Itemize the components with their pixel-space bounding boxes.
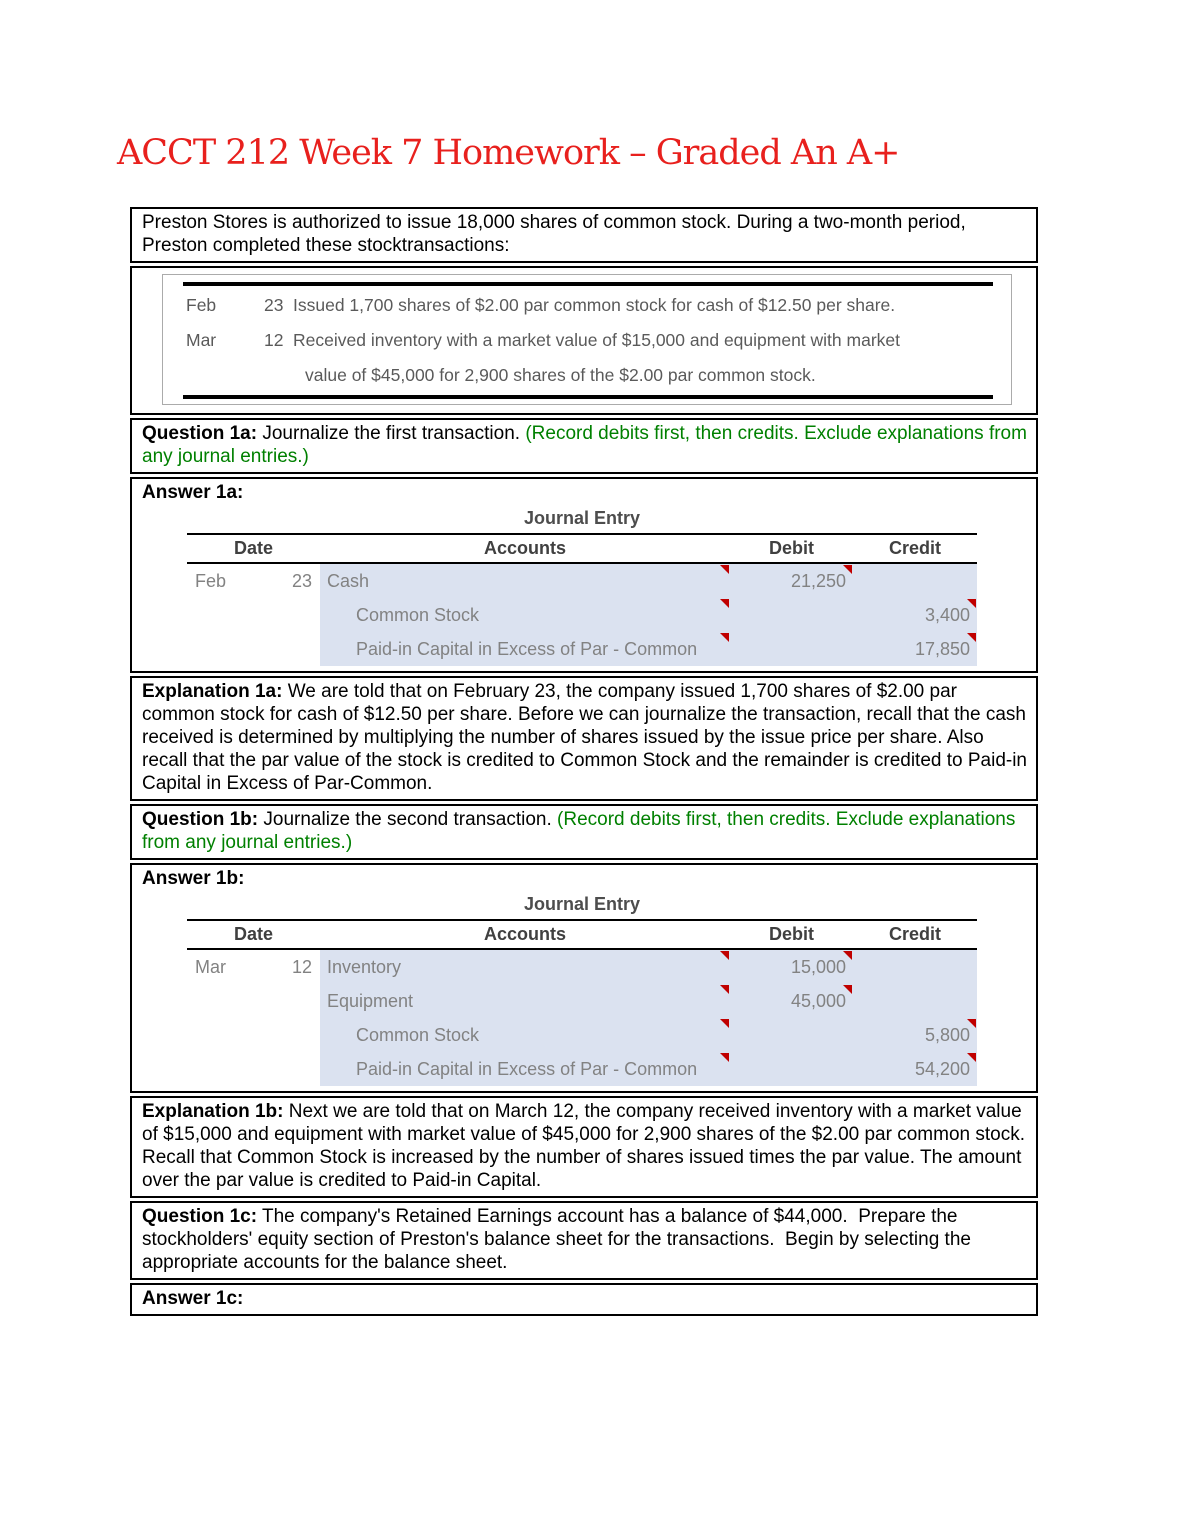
answer-1c-label: Answer 1c: <box>142 1288 244 1309</box>
credit-cell <box>853 564 977 598</box>
debit-cell: 45,000 <box>730 984 853 1018</box>
explanation-1a-text: Explanation 1a: We are told that on February 23, the company issued 1,700 shares of $2.00 par common stock for cash of $12.50 per share. Before we can journalize the transaction, recall that the cash received is determined by multiplying the number of shares issued by the issue price per share. Also recall that the par value of the stock is credited to Common Stock and the remainder is credited to Paid-in Capital in Excess of Par-Common. <box>142 681 1033 794</box>
question-1b-section <box>130 804 1038 860</box>
transaction-month: Feb <box>186 295 217 315</box>
page-title: ACCT 212 Week 7 Homework – Graded An A+ <box>117 133 900 173</box>
answer-1a-section <box>130 477 1038 673</box>
date-cell <box>187 1018 320 1052</box>
top-rule <box>183 282 993 286</box>
question-1a-text: Question 1a: Journalize the first transaction. (Record debits first, then credits. Exclude explanations from any journal entries.) <box>142 423 1033 467</box>
cell-note-icon <box>720 633 729 642</box>
explanation-1a-section <box>130 676 1038 801</box>
transaction-day: 23 <box>264 295 284 315</box>
journal-row <box>187 950 977 984</box>
transaction-description: value of $45,000 for 2,900 shares of the $2.00 par common stock. <box>305 365 816 385</box>
credit-cell: 17,850 <box>853 632 977 666</box>
answer-1c-section <box>130 1283 1038 1316</box>
cell-note-icon <box>720 565 729 574</box>
date-cell <box>187 984 320 1018</box>
question-1b-label: Question 1b: <box>142 809 259 830</box>
homework-document <box>130 207 1038 1316</box>
question-1b-text: Question 1b: Journalize the second transaction. (Record debits first, then credits. Exclude explanations from any journal entries.) <box>142 809 1021 853</box>
debit-cell <box>730 632 853 666</box>
debit-cell <box>730 1018 853 1052</box>
debit-cell <box>730 598 853 632</box>
cell-note-icon <box>720 951 729 960</box>
explanation-1b-section <box>130 1096 1038 1198</box>
cell-note-icon <box>720 985 729 994</box>
journal-header-accounts: Accounts <box>483 538 566 558</box>
date-cell: Feb 23 <box>195 570 312 591</box>
bottom-rule <box>183 395 993 399</box>
journal-header-row <box>187 919 977 950</box>
credit-cell <box>853 950 977 984</box>
intro-section <box>130 207 1038 263</box>
journal-row <box>187 598 977 632</box>
date-cell: Mar 12 <box>195 956 312 977</box>
transaction-day: 12 <box>264 330 284 350</box>
credit-cell: 3,400 <box>853 598 977 632</box>
explanation-1b-text: Explanation 1b: Next we are told that on March 12, the company received inventory with a market value of $15,000 and equipment with market value of $45,000 for 2,900 shares of the $2.00 par common stock. Recall that Common Stock is increased by the number of shares issued times the par value. The amount over the par value is credited to Paid-in Capital. <box>142 1101 1031 1191</box>
cell-note-icon <box>720 1019 729 1028</box>
question-1a-section <box>130 418 1038 474</box>
journal-header-credit: Credit <box>888 538 941 558</box>
debit-cell: 15,000 <box>730 950 853 984</box>
transaction-description: Issued 1,700 shares of $2.00 par common stock for cash of $12.50 per share. <box>293 295 896 315</box>
transaction-row-continuation <box>181 358 995 393</box>
transactions-box <box>162 274 1012 405</box>
transaction-row <box>181 288 995 323</box>
journal-header-accounts: Accounts <box>483 924 566 944</box>
journal-row <box>187 564 977 598</box>
question-1c-section <box>130 1201 1038 1280</box>
transaction-description: Received inventory with a market value of $15,000 and equipment with market <box>293 330 900 350</box>
date-cell <box>187 1052 320 1086</box>
question-1c-text: Question 1c: The company's Retained Earnings account has a balance of $44,000. Prepare the stockholders' equity section of Preston's balance sheet for the transactions. Begin by selecting the appropriate accounts for the balance sheet. <box>142 1206 977 1273</box>
journal-row <box>187 632 977 666</box>
answer-1b-section <box>130 863 1038 1093</box>
journal-header-credit: Credit <box>888 924 941 944</box>
credit-cell <box>853 984 977 1018</box>
answer-1b-label: Answer 1b: <box>142 868 245 889</box>
journal-caption: Journal Entry <box>523 508 641 528</box>
explanation-1a-label: Explanation 1a: <box>142 681 283 702</box>
accounts-cell: Paid-in Capital in Excess of Par - Common <box>320 1052 730 1086</box>
accounts-cell: Common Stock <box>320 1018 730 1052</box>
accounts-cell: Cash <box>320 564 730 598</box>
accounts-cell: Paid-in Capital in Excess of Par - Common <box>320 632 730 666</box>
credit-cell: 5,800 <box>853 1018 977 1052</box>
debit-cell <box>730 1052 853 1086</box>
accounts-cell: Equipment <box>320 984 730 1018</box>
date-cell <box>187 598 320 632</box>
journal-header-debit: Debit <box>769 924 814 944</box>
question-1b-note: (Record debits first, then credits. Exclude explanations from any journal entries.) <box>142 809 1021 853</box>
date-cell <box>187 632 320 666</box>
question-1a-note: (Record debits first, then credits. Exclude explanations from any journal entries.) <box>142 423 1033 467</box>
journal-row <box>187 1018 977 1052</box>
intro-text: Preston Stores is authorized to issue 18,000 shares of common stock. During a two-month period, Preston completed these stocktransactions: <box>142 212 972 256</box>
transactions-section <box>130 266 1038 415</box>
cell-note-icon <box>720 1053 729 1062</box>
transaction-row <box>181 323 995 358</box>
journal-row <box>187 984 977 1018</box>
explanation-1b-label: Explanation 1b: <box>142 1101 284 1122</box>
answer-1a-label: Answer 1a: <box>142 482 244 503</box>
journal-header-date: Date <box>233 924 273 944</box>
debit-cell: 21,250 <box>730 564 853 598</box>
journal-row <box>187 1052 977 1086</box>
journal-header-row <box>187 533 977 564</box>
journal-header-debit: Debit <box>769 538 814 558</box>
accounts-cell: Inventory <box>320 950 730 984</box>
accounts-cell: Common Stock <box>320 598 730 632</box>
question-1c-label: Question 1c: <box>142 1206 258 1227</box>
credit-cell: 54,200 <box>853 1052 977 1086</box>
transaction-month: Mar <box>186 330 217 350</box>
journal-entry-table-1a <box>187 507 977 666</box>
question-1a-label: Question 1a: <box>142 423 258 444</box>
journal-entry-table-1b <box>187 893 977 1086</box>
journal-caption: Journal Entry <box>523 894 641 914</box>
journal-header-date: Date <box>233 538 273 558</box>
cell-note-icon <box>720 599 729 608</box>
